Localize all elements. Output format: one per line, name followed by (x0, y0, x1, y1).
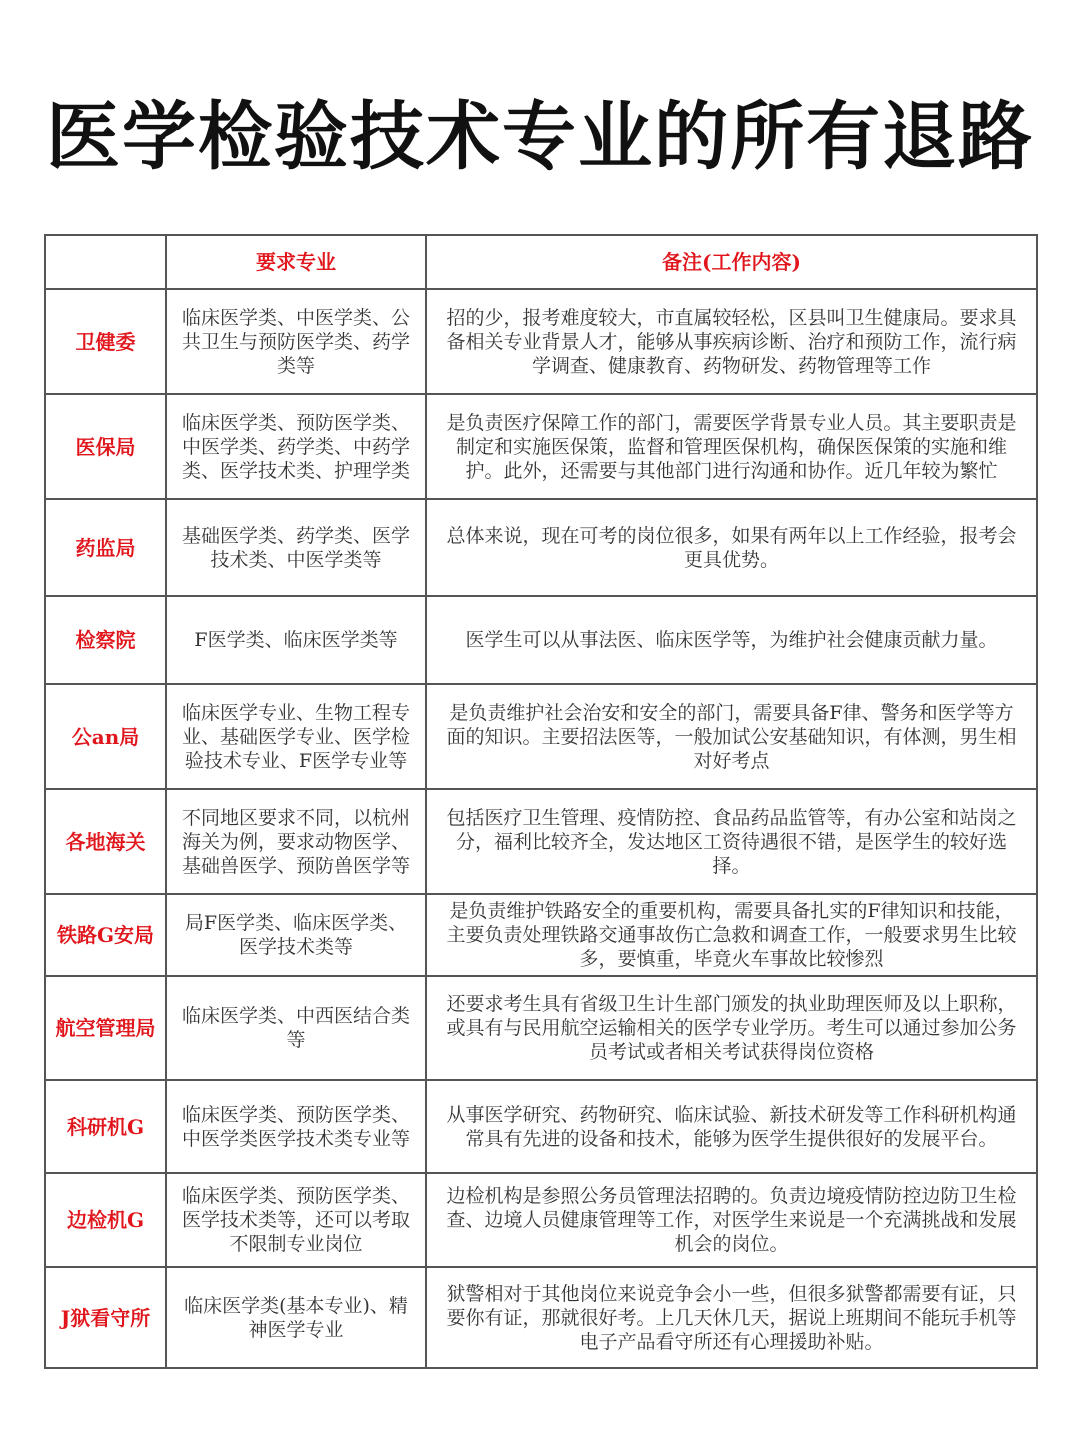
row-majors: 临床医学类(基本专业)、精神医学专业 (166, 1267, 426, 1368)
row-majors: 临床医学类、中西医结合类等 (166, 976, 426, 1080)
row-majors: 临床医学专业、生物工程专业、基础医学专业、医学检验技术专业、F医学专业等 (166, 684, 426, 789)
header-notes: 备注(工作内容) (426, 235, 1037, 289)
row-notes: 招的少，报考难度较大，市直属较轻松，区县叫卫生健康局。要求具备相关专业背景人才，能够从事疾病诊断、治疗和预防工作，流行病学调查、健康教育、药物研发、药物管理等工作 (426, 289, 1037, 394)
row-notes: 从事医学研究、药物研究、临床试验、新技术研发等工作科研机构通常具有先进的设备和技术，能够为医学生提供很好的发展平台。 (426, 1080, 1037, 1173)
row-category: 公an局 (45, 684, 166, 789)
row-majors: 局F医学类、临床医学类、医学技术类等 (166, 894, 426, 976)
header-blank (45, 235, 166, 289)
table-row (45, 789, 1037, 894)
row-notes: 总体来说，现在可考的岗位很多，如果有两年以上工作经验，报考会更具优势。 (426, 499, 1037, 596)
table-row (45, 894, 1037, 976)
table-row (45, 499, 1037, 596)
table-header-row (45, 235, 1037, 289)
table-row (45, 976, 1037, 1080)
row-notes: 包括医疗卫生管理、疫情防控、食品药品监管等，有办公室和站岗之分，福利比较齐全，发达地区工资待遇很不错，是医学生的较好选择。 (426, 789, 1037, 894)
row-majors: 不同地区要求不同，以杭州海关为例，要求动物医学、基础兽医学、预防兽医学等 (166, 789, 426, 894)
row-majors: 临床医学类、中医学类、公共卫生与预防医学类、药学类等 (166, 289, 426, 394)
row-majors: 基础医学类、药学类、医学技术类、中医学类等 (166, 499, 426, 596)
row-notes: 医学生可以从事法医、临床医学等，为维护社会健康贡献力量。 (426, 596, 1037, 684)
row-notes: 是负责维护铁路安全的重要机构，需要具备扎实的F律知识和技能，主要负责处理铁路交通事故伤亡急救和调查工作，一般要求男生比较多，要慎重，毕竟火车事故比较惨烈 (426, 894, 1037, 976)
row-notes: 边检机构是参照公务员管理法招聘的。负责边境疫情防控边防卫生检查、边境人员健康管理等工作，对医学生来说是一个充满挑战和发展机会的岗位。 (426, 1173, 1037, 1267)
table-row (45, 596, 1037, 684)
table-row (45, 1080, 1037, 1173)
table-row (45, 1267, 1037, 1368)
row-category: 科研机G (45, 1080, 166, 1173)
row-category: J狱看守所 (45, 1267, 166, 1368)
row-notes: 还要求考生具有省级卫生计生部门颁发的执业助理医师及以上职称，或具有与民用航空运输相关的医学专业学历。考生可以通过参加公务员考试或者相关考试获得岗位资格 (426, 976, 1037, 1080)
row-majors: 临床医学类、预防医学类、中医学类、药学类、中药学类、医学技术类、护理学类 (166, 394, 426, 499)
row-category: 铁路G安局 (45, 894, 166, 976)
table-row (45, 684, 1037, 789)
row-category: 检察院 (45, 596, 166, 684)
header-majors: 要求专业 (166, 235, 426, 289)
page-title: 医学检验技术专业的所有退路 (46, 94, 1034, 180)
table-row (45, 394, 1037, 499)
row-category: 各地海关 (45, 789, 166, 894)
row-category: 药监局 (45, 499, 166, 596)
row-notes: 是负责维护社会治安和安全的部门，需要具备F律、警务和医学等方面的知识。主要招法医等，一般加试公安基础知识，有体测，男生相对好考点 (426, 684, 1037, 789)
row-category: 航空管理局 (45, 976, 166, 1080)
table-row (45, 289, 1037, 394)
row-category: 边检机G (45, 1173, 166, 1267)
row-majors: F医学类、临床医学类等 (166, 596, 426, 684)
row-notes: 是负责医疗保障工作的部门，需要医学背景专业人员。其主要职责是制定和实施医保策，监督和管理医保机构，确保医保策的实施和维护。此外，还需要与其他部门进行沟通和协作。近几年较为繁忙 (426, 394, 1037, 499)
row-category: 卫健委 (45, 289, 166, 394)
table-row (45, 1173, 1037, 1267)
row-category: 医保局 (45, 394, 166, 499)
career-table (44, 234, 1038, 1369)
row-notes: 狱警相对于其他岗位来说竞争会小一些，但很多狱警都需要有证，只要你有证，那就很好考。上几天休几天，据说上班期间不能玩手机等电子产品看守所还有心理援助补贴。 (426, 1267, 1037, 1368)
row-majors: 临床医学类、预防医学类、医学技术类等，还可以考取不限制专业岗位 (166, 1173, 426, 1267)
row-majors: 临床医学类、预防医学类、中医学类医学技术类专业等 (166, 1080, 426, 1173)
